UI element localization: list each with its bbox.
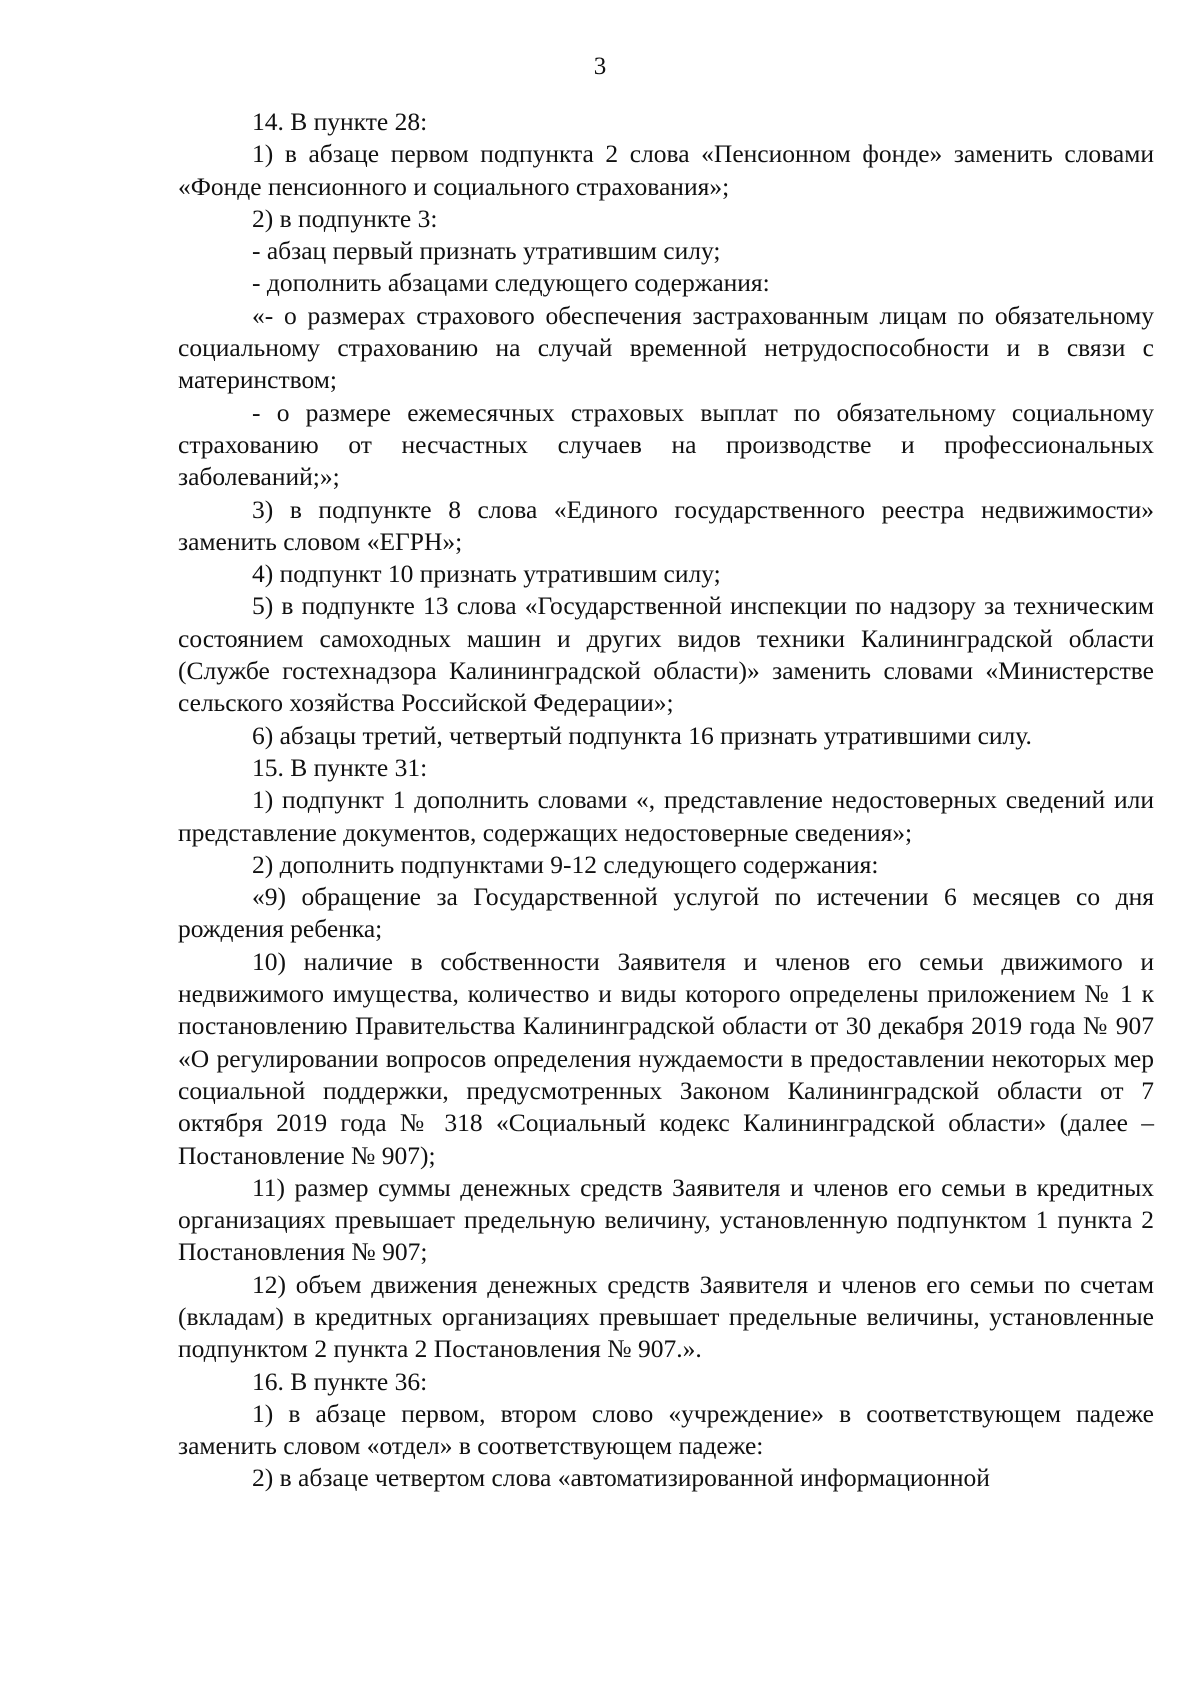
- paragraph-subitem-5: 5) в подпункте 13 слова «Государственной инспекции по надзору за техническим состоянием самоходных машин и других видов техники Калининградской области (Службе гостехнадзора Калининградской области)» заменить словами «Министерстве сельского хозяйства Российской Федерации»;: [178, 591, 1154, 718]
- paragraph-subitem-1: 1) в абзаце первом подпункта 2 слова «Пенсионном фонде» заменить словами «Фонде пенсионного и социального страхования»;: [178, 139, 1154, 201]
- paragraph-quote-2: - о размере ежемесячных страховых выплат по обязательному социальному страхованию от несчастных случаев на производстве и профессиональных заболеваний;»;: [178, 397, 1154, 492]
- paragraph-subitem-16-1: 1) в абзаце первом, втором слово «учреждение» в соответствующем падеже заменить словом «отдел» в соответствующем падеже:: [178, 1398, 1154, 1461]
- paragraph-subitem-10: 10) наличие в собственности Заявителя и членов его семьи движимого и недвижимого имущества, количество и виды которого определены приложением № 1 к постановлению Правительства Калининградской области от 30 декабря 2019 года № 907 «О регулировании вопросов определения нуждаемости в предоставлении некоторых мер социальной поддержки, предусмотренных Законом Калининградской области от 7 октября 2019 года № 318 «Социальный кодекс Калининградской области» (далее – Постановление № 907);: [178, 946, 1154, 1170]
- paragraph-quote-1: «- о размерах страхового обеспечения застрахованным лицам по обязательному социальному страхованию на случай временной нетрудоспособности и в связи с материнством;: [178, 300, 1154, 395]
- paragraph-subitem-3: 3) в подпункте 8 слова «Единого государственного реестра недвижимости» заменить словом «ЕГРН»;: [178, 494, 1154, 556]
- paragraph-subitem-16-2: 2) в абзаце четвертом слова «автоматизированной информационной: [252, 1463, 990, 1493]
- document-body: [178, 106, 1154, 1495]
- page-number: 3: [593, 53, 607, 80]
- paragraph-dash-1: - абзац первый признать утратившим силу;: [252, 236, 721, 266]
- paragraph-subitem-15-1: 1) подпункт 1 дополнить словами «, представление недостоверных сведений или представление документов, содержащих недостоверные сведения»;: [178, 785, 1154, 847]
- paragraph-subitem-11: 11) размер суммы денежных средств Заявителя и членов его семьи в кредитных организациях превышает предельную величину, установленную подпунктом 1 пункта 2 Постановления № 907;: [178, 1172, 1154, 1267]
- paragraph-subitem-2: 2) в подпункте 3:: [252, 203, 438, 233]
- paragraph-subitem-9: «9) обращение за Государственной услугой по истечении 6 месяцев со дня рождения ребенка;: [178, 882, 1154, 944]
- paragraph-subitem-4: 4) подпункт 10 признать утратившим силу;: [252, 559, 721, 589]
- paragraph-item-15-heading: 15. В пункте 31:: [252, 752, 428, 782]
- paragraph-dash-2: - дополнить абзацами следующего содержания:: [252, 268, 770, 298]
- paragraph-item-16-heading: 16. В пункте 36:: [252, 1366, 428, 1396]
- paragraph-subitem-15-2: 2) дополнить подпунктами 9-12 следующего содержания:: [252, 849, 879, 879]
- paragraph-item-14-heading: 14. В пункте 28:: [252, 107, 428, 136]
- paragraph-subitem-6: 6) абзацы третий, четвертый подпункта 16 признать утратившими силу.: [252, 720, 1032, 750]
- paragraph-subitem-12: 12) объем движения денежных средств Заявителя и членов его семьи по счетам (вкладам) в кредитных организациях превышает предельные величины, установленные подпунктом 2 пункта 2 Постановления № 907.».: [178, 1269, 1154, 1364]
